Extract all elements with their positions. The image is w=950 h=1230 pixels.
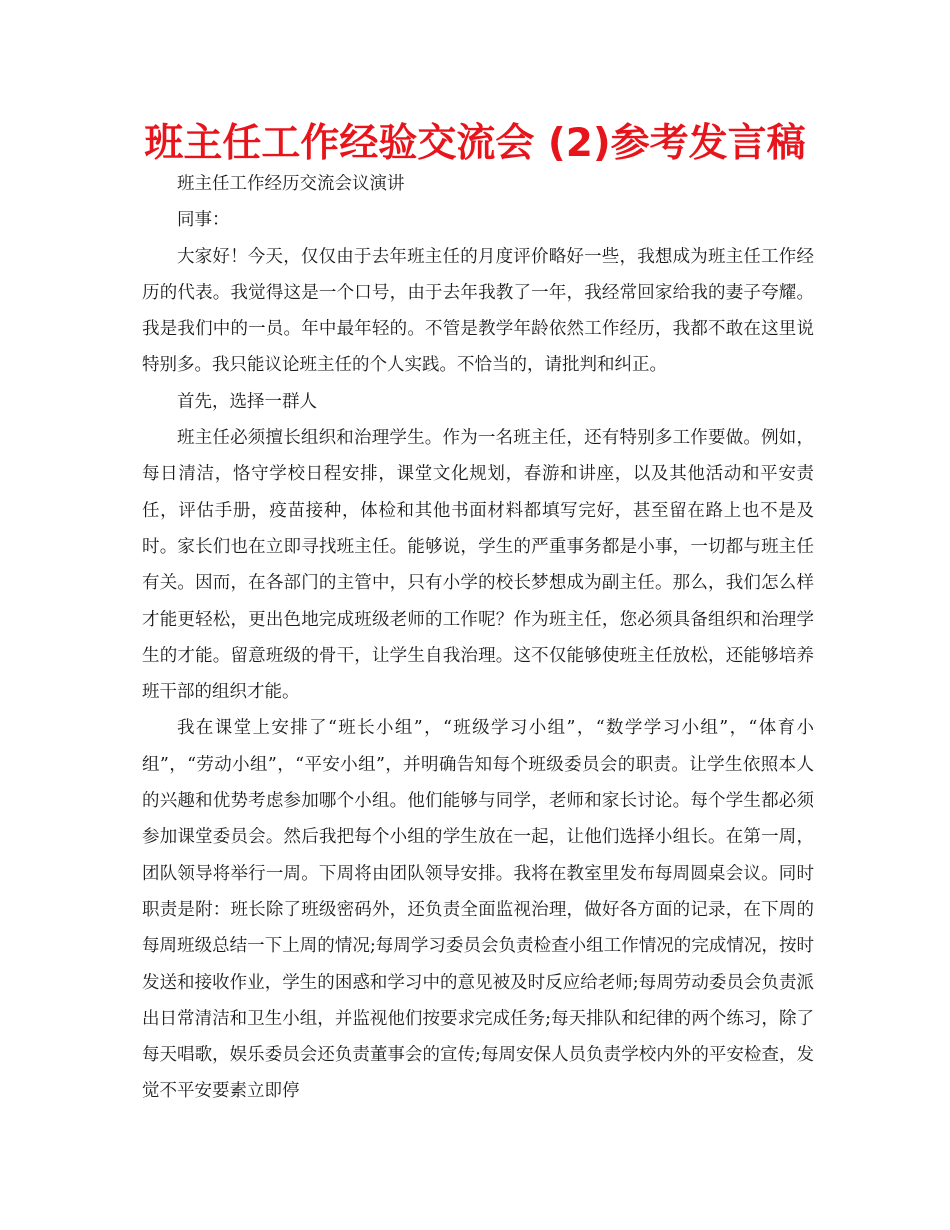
section-heading-first: 首先，选择一群人 [177,391,317,412]
document-title: 班主任工作经验交流会 (2)参考发言稿 [144,121,806,166]
document-body [142,166,814,1110]
paragraph-groups: 我在课堂上安排了“班长小组”，“班级学习小组”，“数学学习小组”，“体育小组”，“劳动小组”，“平安小组”，并明确告知每个班级委员会的职责。让学生依照本人的兴趣和优势考虑参加哪个小组。他们能够与同学，老师和家长讨论。每个学生都必须参加课堂委员会。然后我把每个小组的学生放在一起，让他们选择小组长。在第一周，团队领导将举行一周。下周将由团队领导安排。我将在教室里发布每周圆桌会议。同时职责是附：班长除了班级密码外，还负责全面监视治理，做好各方面的记录，在下周的每周班级总结一下上周的情况;每周学习委员会负责检查小组工作情况的完成情况，按时发送和接收作业，学生的困惑和学习中的意见被及时反应给老师;每周劳动委员会负责派出日常清洁和卫生小组，并监视他们按要求完成任务;每天排队和纪律的两个练习，除了每天唱歌，娱乐委员会还负责董事会的宣传;每周安保人员负责学校内外的平安检查，发觉不平安要素立即停 [142,718,814,1102]
speech-subtitle: 班主任工作经历交流会议演讲 [177,174,405,194]
paragraph-management: 班主任必须擅长组织和治理学生。作为一名班主任，还有特别多工作要做。例如，每日清洁，恪守学校日程安排，课堂文化规划，春游和讲座，以及其他活动和平安责任，评估手册，疫苗接种，体检和其他书面材料都填写完好，甚至留在路上也不是及时。家长们也在立即寻找班主任。能够说，学生的严重事务都是小事，一切都与班主任有关。因而，在各部门的主管中，只有小学的校长梦想成为副主任。那么，我们怎么样才能更轻松，更出色地完成班级老师的工作呢？作为班主任，您必须具备组织和治理学生的才能。留意班级的骨干，让学生自我治理。这不仅能够使班主任放松，还能够培养班干部的组织才能。 [142,428,814,703]
salutation: 同事： [177,210,230,231]
paragraph-opening: 大家好！今天，仅仅由于去年班主任的月度评价略好一些，我想成为班主任工作经历的代表。我觉得这是一个口号，由于去年我教了一年，我经常回家给我的妻子夸耀。我是我们中的一员。年中最年轻的。不管是教学年龄依然工作经历，我都不敢在这里说特别多。我只能议论班主任的个人实践。不恰当的，请批判和纠正。 [142,246,814,376]
